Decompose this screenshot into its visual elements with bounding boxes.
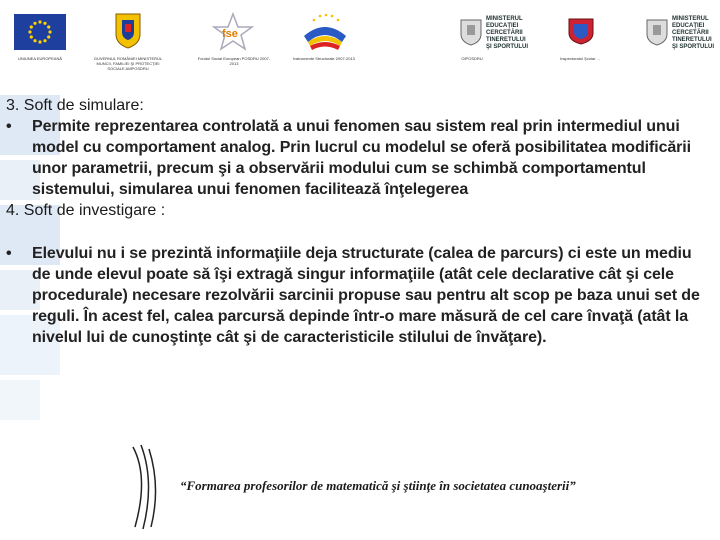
ministry-line: TINERETULUI xyxy=(486,37,526,43)
slide-content xyxy=(6,95,714,348)
section-heading-investigation: 4. Soft de investigare : xyxy=(6,202,166,219)
ministry-line: MINISTERUL xyxy=(672,16,709,22)
ministry-line: EDUCAŢIEI xyxy=(672,23,705,29)
ministry-line: CERCETĂRII xyxy=(486,30,523,36)
ministry-line: ŞI SPORTULUI xyxy=(486,44,529,50)
oiposdru-caption: OIPOSDRU xyxy=(461,56,483,61)
bullet-marker: • xyxy=(6,118,12,135)
government-caption: GUVERNUL ROMÂNIEI MINISTERUL MUNCII, FAMILIEI ŞI PROTECŢIEI SOCIALE AMPOSDRU xyxy=(93,56,163,71)
ministry-line: EDUCAŢIEI xyxy=(486,23,519,29)
bullet-investigation xyxy=(6,243,714,348)
ministry-line: TINERETULUI xyxy=(672,37,712,43)
ministry-line: MINISTERUL xyxy=(486,16,523,22)
ministry-logo-1 xyxy=(460,16,530,52)
ministry-logo-2 xyxy=(646,16,716,52)
bullet-text: Elevului nu i se prezintă informaţiile deja structurate (calea de parcurs) ci este un mediu de unde elevul poate să îşi extragă singur informaţiile (atât cele declarative cât şi cele procedurale) necesare rezolvării sarcinii propuse sau pentru alt scop pe baza unui set de reguli. În acest fel, calea parcursă depinde într-o mare măsură de cel care învaţă (atât la nivelul lui de cunoştinţe cât şi de caracteristicile stilului de învăţare). xyxy=(32,245,700,346)
bullet-text: Permite reprezentarea controlată a unui fenomen sau sistem real prin intermediul unui model cu comportament analog. Prin lucrul cu modelul se oferă posibilitatea modificării unor parametrii, precum şi a observării modului cum se schimbă comportamentul sistemului, simularea unui fenomen facilitează înţelegerea xyxy=(32,118,691,198)
eu-caption: UNIUNEA EUROPEANĂ xyxy=(17,56,62,61)
fse-caption: Fondul Social European POSDRU 2007-2013 xyxy=(197,56,271,66)
project-logo xyxy=(125,437,173,532)
ministry-line: ŞI SPORTULUI xyxy=(672,44,715,50)
structural-instruments-caption: Instrumente Structurale 2007-2013 xyxy=(293,56,355,61)
bullet-simulation xyxy=(6,116,714,200)
header-logo-bar xyxy=(0,0,720,78)
government-crest-logo xyxy=(114,10,142,50)
ministry-line: CERCETĂRII xyxy=(672,30,709,36)
eu-flag-logo xyxy=(14,14,66,50)
project-title: “Formarea profesorilor de matematică şi ştiinţe în societatea cunoaşterii” xyxy=(180,478,576,493)
section-heading-simulation: 3. Soft de simulare: xyxy=(6,97,144,114)
bullet-marker: • xyxy=(6,245,12,262)
svg-text:fse: fse xyxy=(222,28,238,40)
structural-instruments-logo xyxy=(298,10,352,54)
fse-logo xyxy=(210,12,256,52)
decorative-square xyxy=(0,380,40,420)
school-inspectorate-logo xyxy=(566,16,596,46)
school-inspectorate-caption: Inspectoratul Şcolar ... xyxy=(560,56,600,61)
